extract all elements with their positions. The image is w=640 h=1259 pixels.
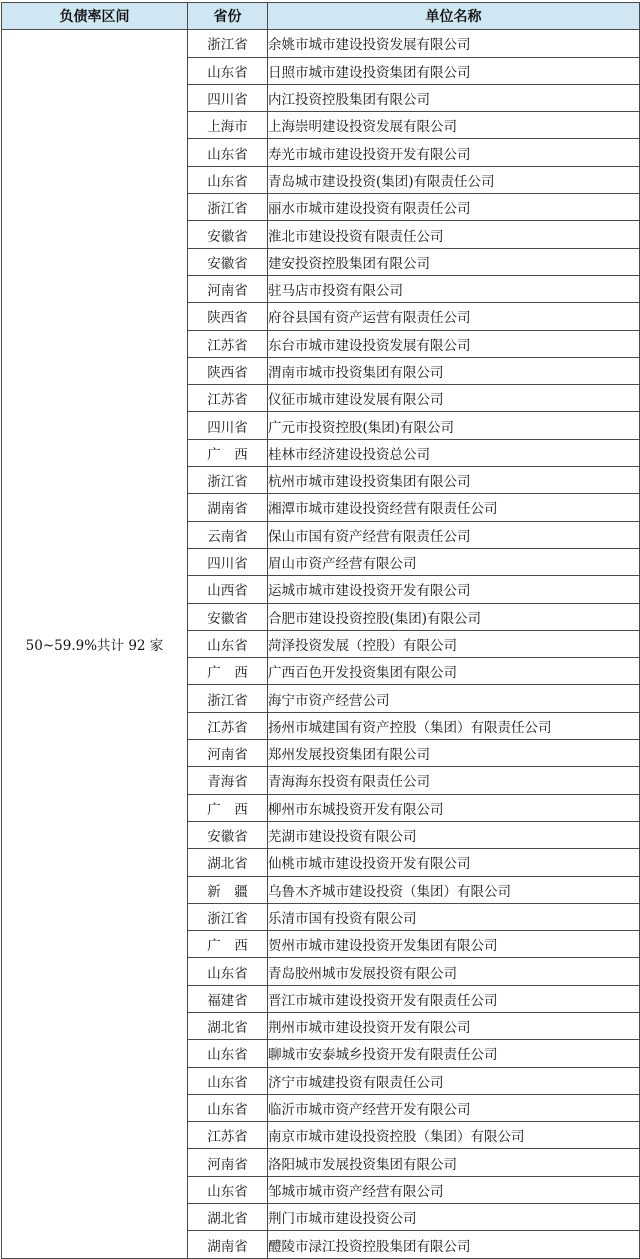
unit-name-cell: 寿光市城市建设投资开发有限公司 bbox=[268, 139, 640, 166]
unit-name-cell: 眉山市资产经营有限公司 bbox=[268, 548, 640, 575]
province-cell: 广 西 bbox=[188, 931, 268, 958]
province-cell: 新 疆 bbox=[188, 876, 268, 903]
debt-ratio-range-cell: 50~59.9%共计 92 家 bbox=[2, 30, 188, 1258]
province-cell: 山东省 bbox=[188, 1067, 268, 1094]
province-cell: 浙江省 bbox=[188, 467, 268, 494]
unit-name-cell: 荆门市城市建设投资公司 bbox=[268, 1204, 640, 1231]
unit-name-cell: 荆州市城市建设投资开发有限公司 bbox=[268, 1012, 640, 1039]
province-cell: 广 西 bbox=[188, 658, 268, 685]
province-cell: 湖北省 bbox=[188, 849, 268, 876]
province-cell: 江苏省 bbox=[188, 1122, 268, 1149]
unit-name-cell: 淮北市建设投资有限责任公司 bbox=[268, 221, 640, 248]
province-cell: 山东省 bbox=[188, 166, 268, 193]
unit-name-cell: 东台市城市建设投资发展有限公司 bbox=[268, 330, 640, 357]
unit-name-cell: 醴陵市渌江投资控股集团有限公司 bbox=[268, 1231, 640, 1258]
province-cell: 湖南省 bbox=[188, 494, 268, 521]
province-cell: 江苏省 bbox=[188, 385, 268, 412]
province-cell: 浙江省 bbox=[188, 194, 268, 221]
province-cell: 山东省 bbox=[188, 958, 268, 985]
province-cell: 陕西省 bbox=[188, 303, 268, 330]
unit-name-cell: 广元市投资控股(集团)有限公司 bbox=[268, 412, 640, 439]
unit-name-cell: 仪征市城市建设发展有限公司 bbox=[268, 385, 640, 412]
unit-name-cell: 内江投资控股集团有限公司 bbox=[268, 84, 640, 111]
unit-name-cell: 临沂市城市资产经营开发有限公司 bbox=[268, 1094, 640, 1121]
unit-name-cell: 贺州市城市建设投资开发集团有限公司 bbox=[268, 931, 640, 958]
province-cell: 山东省 bbox=[188, 630, 268, 657]
province-cell: 安徽省 bbox=[188, 603, 268, 630]
unit-name-cell: 柳州市东城投资开发有限公司 bbox=[268, 794, 640, 821]
unit-name-cell: 渭南市城市投资集团有限公司 bbox=[268, 357, 640, 384]
province-cell: 湖北省 bbox=[188, 1204, 268, 1231]
unit-name-cell: 广西百色开发投资集团有限公司 bbox=[268, 658, 640, 685]
province-cell: 河南省 bbox=[188, 1149, 268, 1176]
unit-name-cell: 府谷县国有资产运营有限责任公司 bbox=[268, 303, 640, 330]
unit-name-cell: 驻马店市投资有限公司 bbox=[268, 275, 640, 302]
unit-name-cell: 杭州市城市建设投资集团有限公司 bbox=[268, 467, 640, 494]
province-cell: 陕西省 bbox=[188, 357, 268, 384]
unit-name-cell: 郑州发展投资集团有限公司 bbox=[268, 740, 640, 767]
province-cell: 湖南省 bbox=[188, 1231, 268, 1258]
province-cell: 青海省 bbox=[188, 767, 268, 794]
unit-name-cell: 邹城市城市资产经营有限公司 bbox=[268, 1176, 640, 1203]
unit-name-cell: 乌鲁木齐城市建设投资（集团）有限公司 bbox=[268, 876, 640, 903]
province-cell: 山东省 bbox=[188, 1176, 268, 1203]
header-province: 省份 bbox=[188, 3, 268, 30]
unit-name-cell: 青海海东投资有限责任公司 bbox=[268, 767, 640, 794]
unit-name-cell: 南京市城市建设投资控股（集团）有限公司 bbox=[268, 1122, 640, 1149]
province-cell: 安徽省 bbox=[188, 221, 268, 248]
unit-name-cell: 仙桃市城市建设投资开发有限公司 bbox=[268, 849, 640, 876]
unit-name-cell: 晋江市城市建设投资开发有限责任公司 bbox=[268, 985, 640, 1012]
table-row bbox=[2, 30, 640, 57]
unit-name-cell: 青岛城市建设投资(集团)有限责任公司 bbox=[268, 166, 640, 193]
header-unit-name: 单位名称 bbox=[268, 3, 640, 30]
unit-name-cell: 日照市城市建设投资集团有限公司 bbox=[268, 57, 640, 84]
province-cell: 上海市 bbox=[188, 112, 268, 139]
province-cell: 安徽省 bbox=[188, 821, 268, 848]
province-cell: 山西省 bbox=[188, 576, 268, 603]
unit-name-cell: 丽水市城市建设投资有限责任公司 bbox=[268, 194, 640, 221]
province-cell: 山东省 bbox=[188, 57, 268, 84]
table-body bbox=[2, 30, 640, 1258]
unit-name-cell: 海宁市资产经营公司 bbox=[268, 685, 640, 712]
province-cell: 河南省 bbox=[188, 740, 268, 767]
unit-name-cell: 青岛胶州城市发展投资有限公司 bbox=[268, 958, 640, 985]
unit-name-cell: 建安投资控股集团有限公司 bbox=[268, 248, 640, 275]
unit-name-cell: 扬州市城建国有资产控股（集团）有限责任公司 bbox=[268, 712, 640, 739]
province-cell: 河南省 bbox=[188, 275, 268, 302]
unit-name-cell: 余姚市城市建设投资发展有限公司 bbox=[268, 30, 640, 57]
province-cell: 云南省 bbox=[188, 521, 268, 548]
unit-name-cell: 乐清市国有投资有限公司 bbox=[268, 903, 640, 930]
province-cell: 四川省 bbox=[188, 84, 268, 111]
province-cell: 山东省 bbox=[188, 1094, 268, 1121]
unit-name-cell: 保山市国有资产经营有限责任公司 bbox=[268, 521, 640, 548]
unit-name-cell: 湘潭市城市建设投资经营有限责任公司 bbox=[268, 494, 640, 521]
province-cell: 福建省 bbox=[188, 985, 268, 1012]
debt-ratio-table bbox=[1, 2, 640, 1259]
province-cell: 江苏省 bbox=[188, 712, 268, 739]
unit-name-cell: 聊城市安泰城乡投资开发有限责任公司 bbox=[268, 1040, 640, 1067]
unit-name-cell: 运城市城市建设投资开发有限公司 bbox=[268, 576, 640, 603]
province-cell: 浙江省 bbox=[188, 30, 268, 57]
province-cell: 浙江省 bbox=[188, 685, 268, 712]
unit-name-cell: 上海崇明建设投资发展有限公司 bbox=[268, 112, 640, 139]
unit-name-cell: 桂林市经济建设投资总公司 bbox=[268, 439, 640, 466]
province-cell: 安徽省 bbox=[188, 248, 268, 275]
unit-name-cell: 芜湖市建设投资有限公司 bbox=[268, 821, 640, 848]
province-cell: 广 西 bbox=[188, 439, 268, 466]
header-debt-ratio-range: 负债率区间 bbox=[2, 3, 188, 30]
province-cell: 四川省 bbox=[188, 548, 268, 575]
unit-name-cell: 济宁市城建投资有限责任公司 bbox=[268, 1067, 640, 1094]
header-row bbox=[2, 3, 640, 30]
province-cell: 山东省 bbox=[188, 139, 268, 166]
province-cell: 江苏省 bbox=[188, 330, 268, 357]
province-cell: 湖北省 bbox=[188, 1012, 268, 1039]
province-cell: 四川省 bbox=[188, 412, 268, 439]
province-cell: 山东省 bbox=[188, 1040, 268, 1067]
unit-name-cell: 菏泽投资发展（控股）有限公司 bbox=[268, 630, 640, 657]
unit-name-cell: 合肥市建设投资控股(集团)有限公司 bbox=[268, 603, 640, 630]
province-cell: 广 西 bbox=[188, 794, 268, 821]
province-cell: 浙江省 bbox=[188, 903, 268, 930]
unit-name-cell: 洛阳城市发展投资集团有限公司 bbox=[268, 1149, 640, 1176]
